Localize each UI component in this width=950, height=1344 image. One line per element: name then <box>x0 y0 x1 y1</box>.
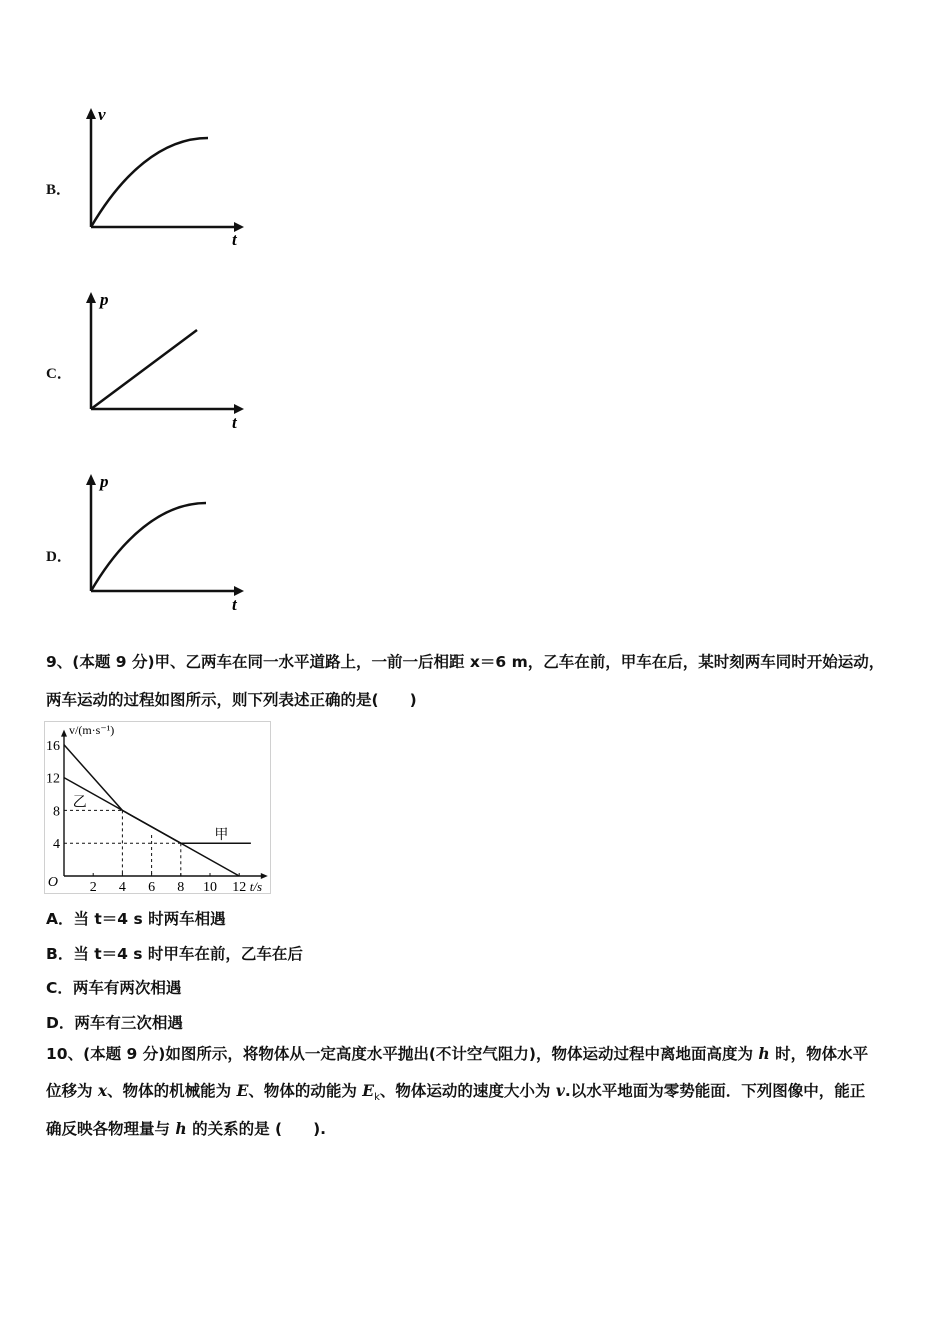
y-tick-label: 8 <box>53 804 60 820</box>
curve <box>91 138 208 227</box>
q10-text: 时，物体水平 <box>769 1045 869 1063</box>
q10-text: 、物体运动的速度大小为 <box>379 1082 556 1100</box>
curve <box>91 503 206 591</box>
y-axis-arrow <box>86 292 96 303</box>
option-c-graph <box>82 288 252 432</box>
q10-var-ek-subscript: k <box>374 1092 380 1104</box>
q9-line2: 两车运动的过程如图所示，则下列表述正确的是( ) <box>46 691 417 709</box>
q9-choice-c: C．两车有两次相遇 <box>46 979 182 997</box>
y-tick-label: 16 <box>46 738 60 754</box>
series-label-yi: 乙 <box>72 795 87 811</box>
x-tick-label: 8 <box>177 880 185 895</box>
q9-choice-a: A．当 t＝4 s 时两车相遇 <box>46 910 226 928</box>
q10-text: 10、(本题 9 分)如图所示，将物体从一定高度水平抛出(不计空气阻力)，物体运动过程中离地面高度为 <box>46 1045 759 1063</box>
q9-choice-b: B．当 t＝4 s 时甲车在前，乙车在后 <box>46 945 303 963</box>
y-axis-label: p <box>100 472 109 491</box>
q10-text: 确反映各物理量与 <box>46 1120 176 1138</box>
y-axis-arrow <box>61 730 67 737</box>
q10-var-x: x <box>97 1081 108 1100</box>
option-d-label: D． <box>46 549 72 565</box>
q9-vt-chart <box>44 721 272 895</box>
x-axis-label: t <box>232 595 237 614</box>
y-tick-label: 12 <box>46 771 60 787</box>
q10-line3 <box>46 1111 914 1147</box>
x-tick-label: 2 <box>89 880 97 895</box>
x-tick-label: 6 <box>148 880 156 895</box>
option-b-label: B． <box>46 182 72 198</box>
y-axis-label: v <box>98 105 106 124</box>
x-axis-label: t <box>232 413 237 432</box>
q10-text: 的关系的是 ( ). <box>186 1120 327 1138</box>
option-b-graph <box>82 104 252 248</box>
y-axis-label: v/(m·s⁻¹) <box>69 723 115 737</box>
q10-text: .以水平地面为零势能面．下列图像中，能正 <box>564 1082 866 1100</box>
q10-var-h: h <box>758 1044 770 1063</box>
q10-text: 位移为 <box>46 1082 98 1100</box>
option-d-graph <box>82 470 252 614</box>
q10-text: 、物体的动能为 <box>248 1082 363 1100</box>
q10-var-h: h <box>175 1119 187 1138</box>
x-tick-label: 4 <box>118 880 126 895</box>
y-axis-label: p <box>100 290 109 309</box>
line <box>91 330 197 409</box>
origin-label: O <box>47 875 58 890</box>
q10-line2 <box>46 1073 914 1116</box>
x-tick-label: 12 <box>232 880 247 895</box>
option-c-label: C． <box>46 366 72 382</box>
q10-text: 、物体的机械能为 <box>107 1082 237 1100</box>
x-tick-label: 10 <box>203 880 217 895</box>
q10-var-e: E <box>236 1081 249 1100</box>
q10-var-v: v <box>555 1081 565 1100</box>
series-label-jia: 甲 <box>214 828 229 844</box>
q10-line1 <box>46 1036 914 1072</box>
y-axis-arrow <box>86 474 96 485</box>
y-axis-arrow <box>86 108 96 119</box>
q9-choice-d: D．两车有三次相遇 <box>46 1014 183 1032</box>
x-axis-label: t <box>232 230 237 248</box>
y-tick-label: 4 <box>53 837 60 853</box>
q10-var-ek: E <box>362 1081 375 1100</box>
q9-line1: 9、(本题 9 分)甲、乙两车在同一水平道路上，一前一后相距 x＝6 m，乙车在前，甲车在后，某时刻两车同时开始运动， <box>46 653 885 671</box>
x-axis-label: t/s <box>249 879 263 894</box>
